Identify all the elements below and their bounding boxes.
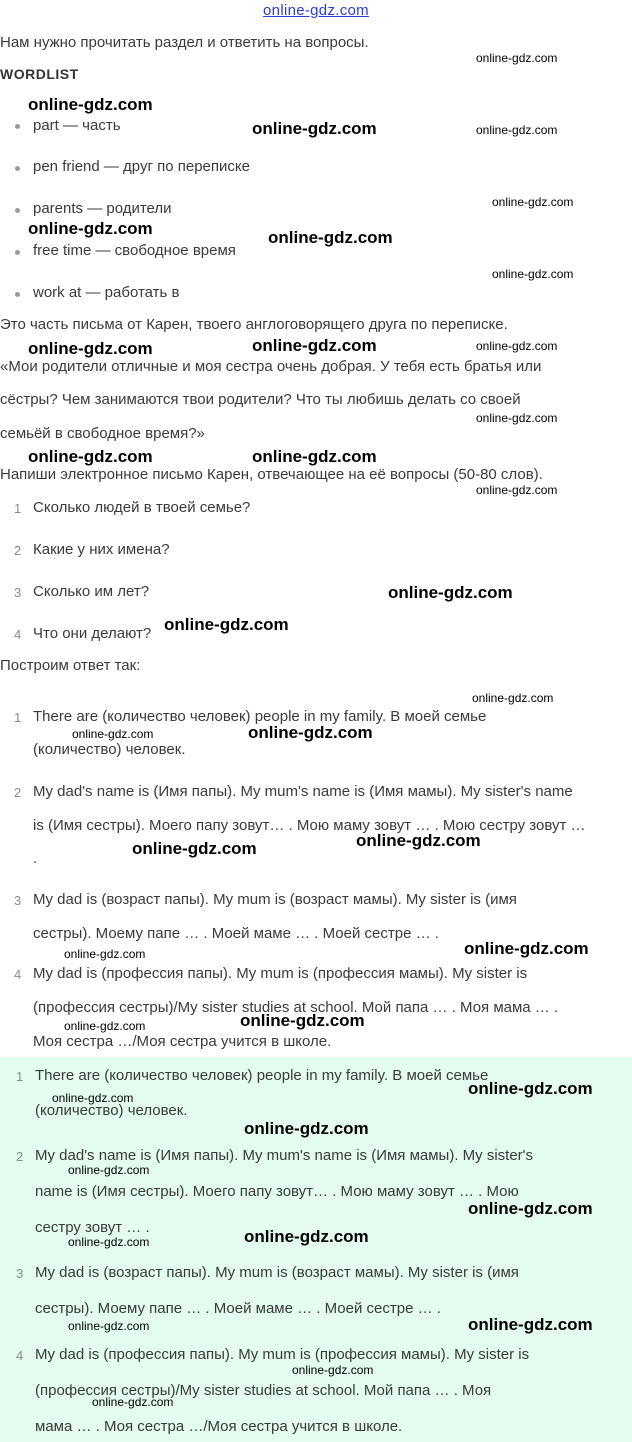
- watermark: online-gdz.com: [28, 219, 153, 238]
- watermark: online-gdz.com: [52, 1091, 134, 1105]
- question-item: Какие у них имена?: [33, 541, 170, 558]
- watermark: online-gdz.com: [72, 727, 154, 741]
- wordlist-item: part — часть: [33, 117, 121, 134]
- site-header-link[interactable]: online-gdz.com: [263, 2, 369, 19]
- watermark: online-gdz.com: [28, 95, 153, 114]
- answer-line: (профессия сестры)/My sister studies at school. Мой папа … . Моя: [35, 1382, 492, 1399]
- answer-number: 1: [16, 1069, 24, 1084]
- plan-line: сестры). Моему папе … . Моей маме … . Моей сестре … .: [33, 925, 439, 942]
- plan-line: There are (количество человек) people in my family. В моей семье: [33, 708, 487, 725]
- question-item: Сколько им лет?: [33, 583, 150, 600]
- bullet-dot: [15, 208, 20, 213]
- question-item: Что они делают?: [33, 625, 152, 642]
- answer-line: My dad is (профессия папы). My mum is (профессия мамы). My sister is: [35, 1346, 530, 1363]
- intro-text: Нам нужно прочитать раздел и ответить на вопросы.: [0, 34, 369, 51]
- wordlist-heading: WORDLIST: [0, 66, 79, 82]
- letter-line: «Мои родители отличные и моя сестра очень добрая. У тебя есть братья или: [0, 358, 542, 375]
- watermark: online-gdz.com: [244, 1119, 369, 1138]
- watermark: online-gdz.com: [64, 947, 146, 961]
- wordlist-item: free time — свободное время: [33, 242, 236, 259]
- letter-line: сёстры? Чем занимаются твои родители? Что ты любишь делать со своей: [0, 391, 521, 408]
- watermark: online-gdz.com: [164, 615, 289, 634]
- watermark: online-gdz.com: [68, 1319, 150, 1333]
- answer-number: 4: [16, 1348, 24, 1363]
- answer-line: name is (Имя сестры). Моего папу зовут… . Мою маму зовут … . Мою: [35, 1183, 519, 1200]
- bullet-dot: [15, 292, 20, 297]
- watermark: online-gdz.com: [292, 1363, 374, 1377]
- plan-text: Построим ответ так:: [0, 657, 141, 674]
- question-number: 1: [14, 501, 22, 516]
- bullet-dot: [15, 166, 20, 171]
- answer-line: сестры). Моему папе … . Моей маме … . Моей сестре … .: [35, 1300, 441, 1317]
- watermark: online-gdz.com: [468, 1079, 593, 1098]
- question-item: Сколько людей в твоей семье?: [33, 499, 251, 516]
- watermark: online-gdz.com: [28, 447, 153, 466]
- plan-line: My dad's name is (Имя папы). My mum's name is (Имя мамы). My sister's name: [33, 783, 573, 800]
- watermark: online-gdz.com: [252, 336, 377, 355]
- answer-line: There are (количество человек) people in my family. В моей семье: [35, 1067, 489, 1084]
- answer-line: мама … . Моя сестра …/Моя сестра учится в школе.: [35, 1418, 403, 1435]
- watermark: online-gdz.com: [252, 447, 377, 466]
- watermark: online-gdz.com: [476, 411, 558, 425]
- watermark: online-gdz.com: [476, 51, 558, 65]
- plan-number: 4: [14, 967, 22, 982]
- plan-number: 1: [14, 710, 22, 725]
- watermark: online-gdz.com: [492, 267, 574, 281]
- letter-line: семьёй в свободное время?»: [0, 425, 205, 442]
- watermark: online-gdz.com: [244, 1227, 369, 1246]
- watermark: online-gdz.com: [492, 195, 574, 209]
- watermark: online-gdz.com: [68, 1163, 150, 1177]
- plan-line: is (Имя сестры). Моего папу зовут… . Мою маму зовут … . Мою сестру зовут …: [33, 817, 586, 834]
- question-number: 2: [14, 543, 22, 558]
- watermark: online-gdz.com: [64, 1019, 146, 1033]
- watermark: online-gdz.com: [468, 1315, 593, 1334]
- watermark: online-gdz.com: [92, 1395, 174, 1409]
- wordlist-item: parents — родители: [33, 200, 172, 217]
- watermark: online-gdz.com: [252, 119, 377, 138]
- answer-number: 3: [16, 1266, 24, 1281]
- task-text: Напиши электронное письмо Карен, отвечающее на её вопросы (50-80 слов).: [0, 466, 543, 483]
- watermark: online-gdz.com: [132, 839, 257, 858]
- plan-line: .: [33, 850, 38, 867]
- question-number: 3: [14, 585, 22, 600]
- plan-line: (профессия сестры)/My sister studies at school. Мой папа … . Моя мама … .: [33, 999, 559, 1016]
- plan-line: (количество) человек.: [33, 741, 186, 758]
- watermark: online-gdz.com: [472, 691, 554, 705]
- watermark: online-gdz.com: [476, 483, 558, 497]
- answer-line: My dad's name is (Имя папы). My mum's name is (Имя мамы). My sister's: [35, 1147, 534, 1164]
- watermark: online-gdz.com: [240, 1011, 365, 1030]
- watermark: online-gdz.com: [268, 228, 393, 247]
- answer-line: сестру зовут … .: [35, 1219, 150, 1236]
- watermark: online-gdz.com: [468, 1199, 593, 1218]
- watermark: online-gdz.com: [28, 339, 153, 358]
- watermark: online-gdz.com: [388, 583, 513, 602]
- watermark: online-gdz.com: [464, 939, 589, 958]
- plan-number: 2: [14, 785, 22, 800]
- question-number: 4: [14, 627, 22, 642]
- wordlist-item: work at — работать в: [33, 284, 180, 301]
- answer-line: My dad is (возраст папы). My mum is (возраст мамы). My sister is (имя: [35, 1264, 519, 1281]
- plan-line: Моя сестра …/Моя сестра учится в школе.: [33, 1033, 332, 1050]
- plan-line: My dad is (возраст папы). My mum is (возраст мамы). My sister is (имя: [33, 891, 517, 908]
- answer-line: (количество) человек.: [35, 1102, 188, 1119]
- wordlist-item: pen friend — друг по переписке: [33, 158, 250, 175]
- watermark: online-gdz.com: [356, 831, 481, 850]
- answer-number: 2: [16, 1149, 24, 1164]
- plan-line: My dad is (профессия папы). My mum is (профессия мамы). My sister is: [33, 965, 528, 982]
- watermark: online-gdz.com: [68, 1235, 150, 1249]
- watermark: online-gdz.com: [248, 723, 373, 742]
- bullet-dot: [15, 124, 20, 129]
- letter-intro: Это часть письма от Карен, твоего англоговорящего друга по переписке.: [0, 316, 508, 333]
- plan-number: 3: [14, 893, 22, 908]
- bullet-dot: [15, 250, 20, 255]
- watermark: online-gdz.com: [476, 339, 558, 353]
- watermark: online-gdz.com: [476, 123, 558, 137]
